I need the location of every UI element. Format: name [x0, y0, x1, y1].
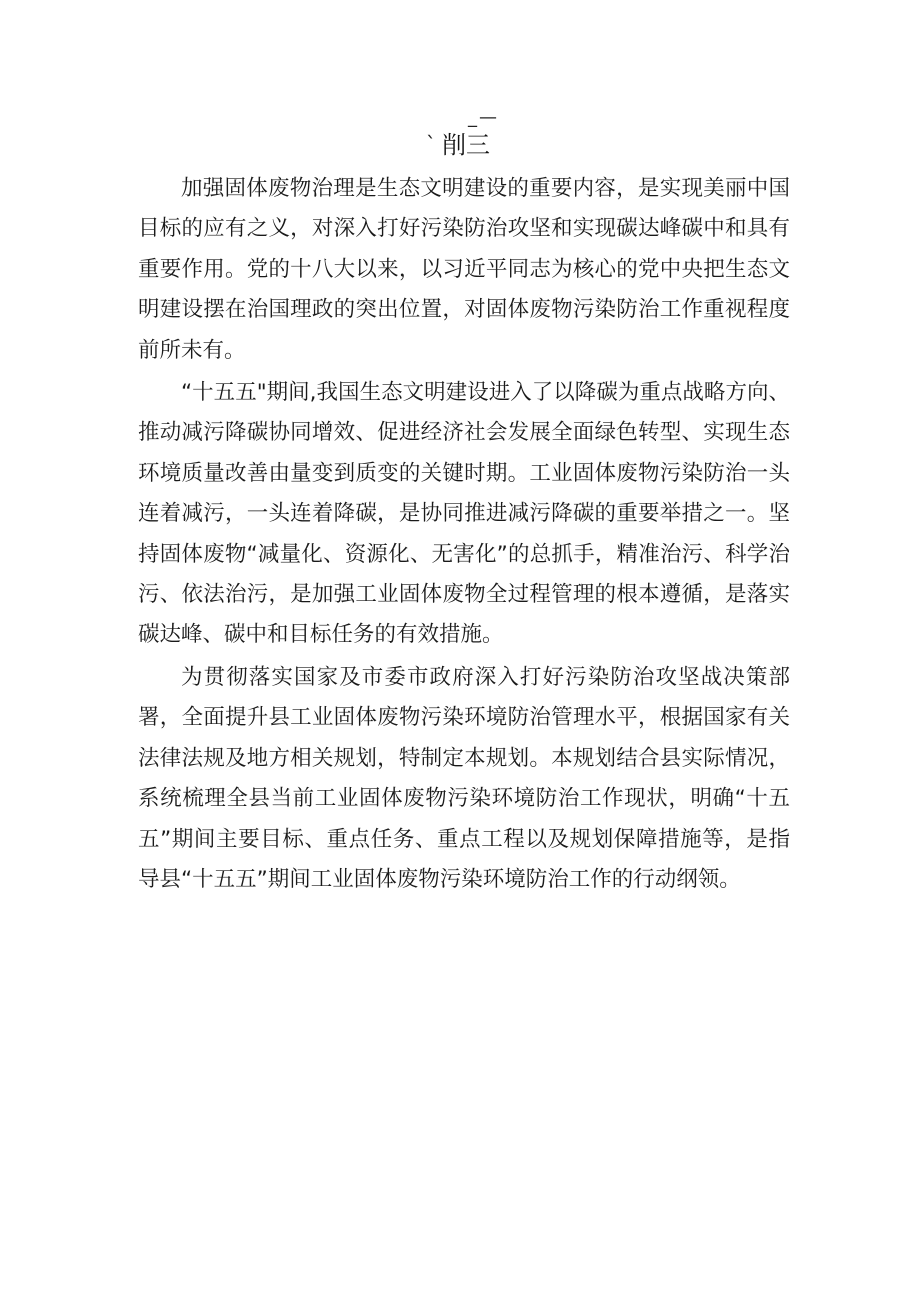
heading-title: 削三 — [442, 131, 490, 159]
paragraph-1: 加强固体废物治理是生态文明建设的重要内容，是实现美丽中国目标的应有之义，对深入打好污染防治攻坚和实现碳达峰碳中和具有重要作用。党的十八大以来，以习近平同志为核心的党中央把生态文明建设摆在治国理政的突出位置，对固体废物污染防治工作重视程度前所未有。 — [138, 176, 790, 363]
document-body — [138, 169, 790, 900]
heading-marks: _— — [468, 107, 499, 128]
heading-tick: ` — [426, 132, 436, 156]
section-heading — [0, 108, 920, 164]
paragraph-2: “十五五"期间,我国生态文明建设进入了以降碳为重点战略方向、推动减污降碳协同增效、促进经济社会发展全面绿色转型、实现生态环境质量改善由量变到质变的关键时期。工业固体废物污染防治一头连着减污，一头连着降碳，是协同推进减污降碳的重要举措之一。坚持固体废物“减量化、资源化、无害化”的总抓手，精准治污、科学治污、依法治污，是加强工业固体废物全过程管理的根本遵循，是落实碳达峰、碳中和目标任务的有效措施。 — [138, 380, 790, 648]
paragraph-3: 为贯彻落实国家及市委市政府深入打好污染防治攻坚战决策部署，全面提升县工业固体废物污染环境防治管理水平，根据国家有关法律法规及地方相关规划，特制定本规划。本规划结合县实际情况，系统梳理全县当前工业固体废物污染环境防治工作现状，明确“十五五”期间主要目标、重点任务、重点工程以及规划保障措施等，是指导县“十五五”期间工业固体废物污染环境防治工作的行动纲领。 — [138, 664, 790, 892]
